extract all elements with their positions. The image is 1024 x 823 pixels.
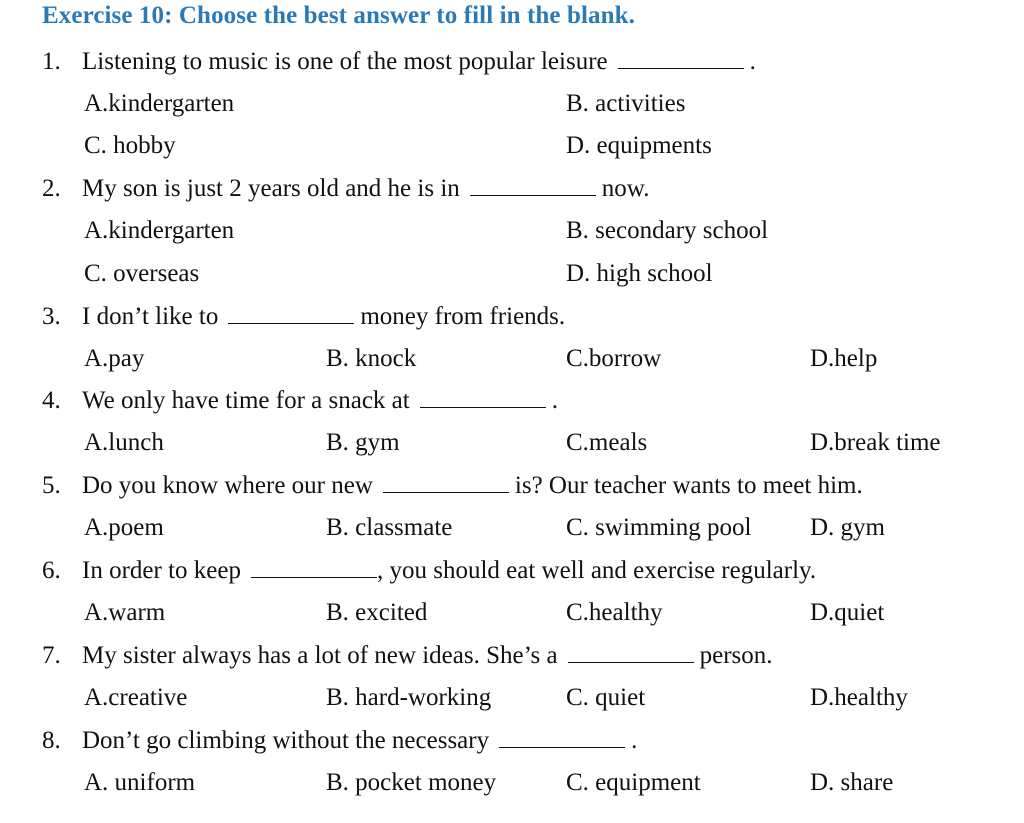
stem-before: We only have time for a snack at — [82, 387, 410, 414]
question-stem — [82, 723, 637, 759]
option-d[interactable]: D. high school — [566, 260, 713, 287]
question-number: 2. — [42, 175, 61, 202]
option-d[interactable]: D. equipments — [566, 132, 712, 159]
question-6 — [0, 553, 1024, 589]
answer-blank — [383, 474, 509, 493]
stem-before: My son is just 2 years old and he is in — [82, 175, 460, 202]
option-a[interactable]: A.warm — [84, 599, 166, 626]
option-b[interactable]: B. hard-working — [326, 684, 492, 711]
option-b[interactable]: B. activities — [566, 90, 686, 117]
option-d[interactable]: D.break time — [810, 429, 941, 456]
options-row-5 — [0, 510, 1024, 546]
options-row-3 — [0, 341, 1024, 377]
question-stem — [82, 299, 565, 335]
options-row-2a — [0, 213, 1024, 249]
stem-after: is? Our teacher wants to meet him. — [514, 472, 863, 499]
stem-after: . — [551, 387, 558, 414]
option-a[interactable]: A.lunch — [84, 429, 164, 456]
option-d[interactable]: D.healthy — [810, 684, 908, 711]
answer-blank — [568, 644, 694, 663]
question-number: 7. — [42, 642, 61, 669]
stem-before: Don’t go climbing without the necessary — [82, 727, 490, 754]
question-3 — [0, 299, 1024, 335]
option-a[interactable]: A. uniform — [84, 769, 196, 796]
option-b[interactable]: B. gym — [326, 429, 400, 456]
option-c[interactable]: C. swimming pool — [566, 514, 752, 541]
answer-blank — [499, 729, 625, 748]
option-b[interactable]: B. knock — [326, 345, 417, 372]
option-c[interactable]: C. equipment — [566, 769, 701, 796]
options-row-1b — [0, 128, 1024, 164]
option-a[interactable]: A.kindergarten — [84, 90, 235, 117]
stem-after: , you should eat well and exercise regularly. — [376, 557, 817, 584]
option-a[interactable]: A.poem — [84, 514, 164, 541]
option-c[interactable]: C.borrow — [566, 345, 662, 372]
options-row-1a — [0, 86, 1024, 122]
stem-after: . — [749, 48, 756, 75]
question-number: 8. — [42, 727, 61, 754]
option-d[interactable]: D. share — [810, 769, 894, 796]
question-stem — [82, 171, 649, 207]
question-1 — [0, 44, 1024, 80]
option-b[interactable]: B. classmate — [326, 514, 453, 541]
question-number: 5. — [42, 472, 61, 499]
question-number: 4. — [42, 387, 61, 414]
question-stem — [82, 383, 558, 419]
option-a[interactable]: A.pay — [84, 345, 145, 372]
option-b[interactable]: B. pocket money — [326, 769, 497, 796]
option-a[interactable]: A.creative — [84, 684, 188, 711]
exercise-title: Exercise 10: Choose the best answer to fill in the blank. — [42, 2, 635, 29]
options-row-7 — [0, 680, 1024, 716]
answer-blank — [420, 389, 546, 408]
options-row-8 — [0, 765, 1024, 801]
question-number: 1. — [42, 48, 61, 75]
question-7 — [0, 638, 1024, 674]
question-stem — [82, 638, 773, 674]
answer-blank — [470, 177, 596, 196]
option-c[interactable]: C.healthy — [566, 599, 663, 626]
question-number: 3. — [42, 303, 61, 330]
option-c[interactable]: C. overseas — [84, 260, 200, 287]
stem-after: person. — [699, 642, 773, 669]
options-row-4 — [0, 425, 1024, 461]
question-8 — [0, 723, 1024, 759]
question-number: 6. — [42, 557, 61, 584]
options-row-6 — [0, 595, 1024, 631]
option-b[interactable]: B. excited — [326, 599, 428, 626]
option-c[interactable]: C. quiet — [566, 684, 646, 711]
stem-before: Listening to music is one of the most popular leisure — [82, 48, 608, 75]
answer-blank — [251, 559, 377, 578]
stem-before: In order to keep — [82, 557, 241, 584]
question-2 — [0, 171, 1024, 207]
stem-after: . — [631, 727, 638, 754]
stem-before: Do you know where our new — [82, 472, 373, 499]
option-d[interactable]: D.quiet — [810, 599, 885, 626]
stem-after: money from friends. — [360, 303, 566, 330]
answer-blank — [618, 50, 744, 69]
option-c[interactable]: C. hobby — [84, 132, 176, 159]
question-stem — [82, 468, 863, 504]
option-d[interactable]: D. gym — [810, 514, 885, 541]
question-stem — [82, 44, 756, 80]
question-stem — [82, 553, 816, 589]
option-a[interactable]: A.kindergarten — [84, 217, 235, 244]
option-b[interactable]: B. secondary school — [566, 217, 769, 244]
stem-after: now. — [601, 175, 650, 202]
option-d[interactable]: D.help — [810, 345, 878, 372]
question-5 — [0, 468, 1024, 504]
options-row-2b — [0, 256, 1024, 292]
question-4 — [0, 383, 1024, 419]
stem-before: My sister always has a lot of new ideas. She’s a — [82, 642, 558, 669]
answer-blank — [228, 305, 354, 324]
stem-before: I don’t like to — [82, 303, 219, 330]
option-c[interactable]: C.meals — [566, 429, 648, 456]
